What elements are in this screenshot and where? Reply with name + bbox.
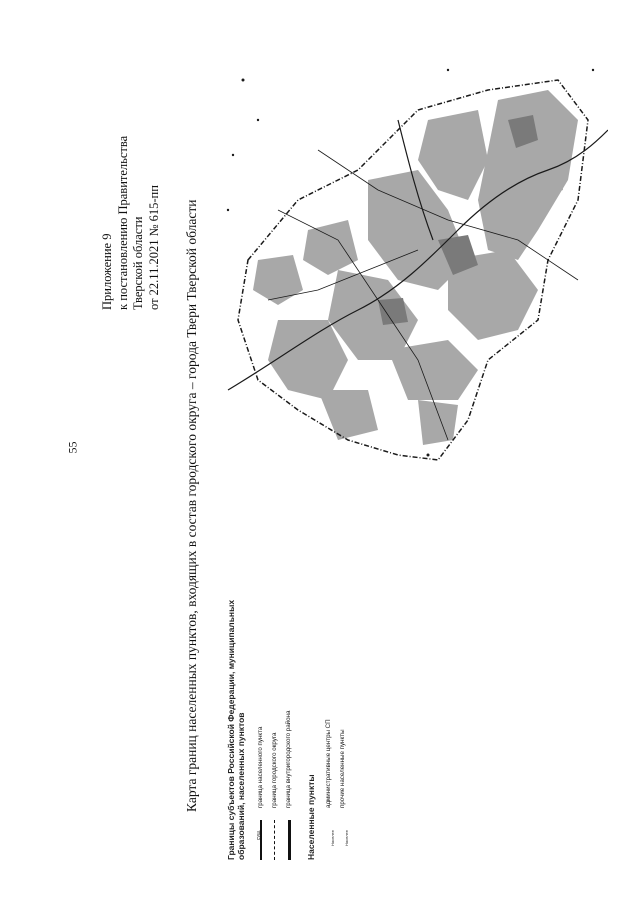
map-title: Карта границ населенных пунктов, входящих в состав городского округа – города Твери Тверской области (184, 199, 199, 812)
settlement-point (427, 454, 430, 457)
settlement-point (257, 119, 259, 121)
settlement-point (447, 69, 449, 71)
appendix-line: от 22.11.2021 № 615-пп (146, 185, 161, 310)
map-legend (226, 600, 350, 860)
legend-item-district-boundary (268, 600, 282, 860)
urban-area (303, 220, 358, 275)
legend-point-other (336, 600, 350, 860)
legend-settlements-title: Населенные пункты (306, 774, 316, 860)
dashdot-line-symbol (274, 820, 275, 860)
urban-area (318, 390, 378, 440)
legend-item-settlement-boundary (254, 600, 268, 860)
appendix-line: Тверской области (131, 216, 145, 310)
urban-area (418, 400, 458, 445)
settlement-point (232, 154, 234, 156)
city-map (218, 60, 608, 480)
settlement-point (592, 69, 594, 71)
legend-point-label: прочие населенные пункты (339, 729, 346, 808)
settlement-point (227, 209, 229, 211)
legend-point-label: административные центры СП (325, 719, 332, 808)
solid-line-symbol (260, 820, 262, 860)
appendix-line: к постановлению Правительства (115, 135, 130, 310)
legend-item-inner-district-boundary (282, 600, 296, 860)
legend-item-label: граница внутригородского района (285, 710, 292, 808)
urban-area (388, 340, 478, 400)
urban-area (253, 255, 303, 305)
legend-boundaries-title: Границы субъектов Российской Федерации, муниципальных (226, 599, 236, 860)
admin-center-point-symbol: Населен (330, 830, 335, 846)
legend-tiny-label: суш. (256, 829, 262, 840)
legend-boundaries-title-2: образований, населенных пунктов (236, 712, 246, 860)
legend-point-admin-center (322, 600, 336, 860)
settlement-point (242, 79, 245, 82)
urban-areas (253, 90, 578, 445)
appendix-header (100, 136, 162, 310)
legend-item-label: граница населенного пункта (257, 726, 264, 808)
thick-line-symbol (288, 820, 291, 860)
page-number: 55 (65, 441, 80, 454)
other-settlement-point-symbol: Населен (344, 830, 349, 846)
appendix-line: Приложение 9 (100, 233, 114, 310)
urban-area (268, 320, 348, 400)
dense-block (378, 298, 408, 325)
legend-item-label: граница городского округа (271, 732, 278, 808)
